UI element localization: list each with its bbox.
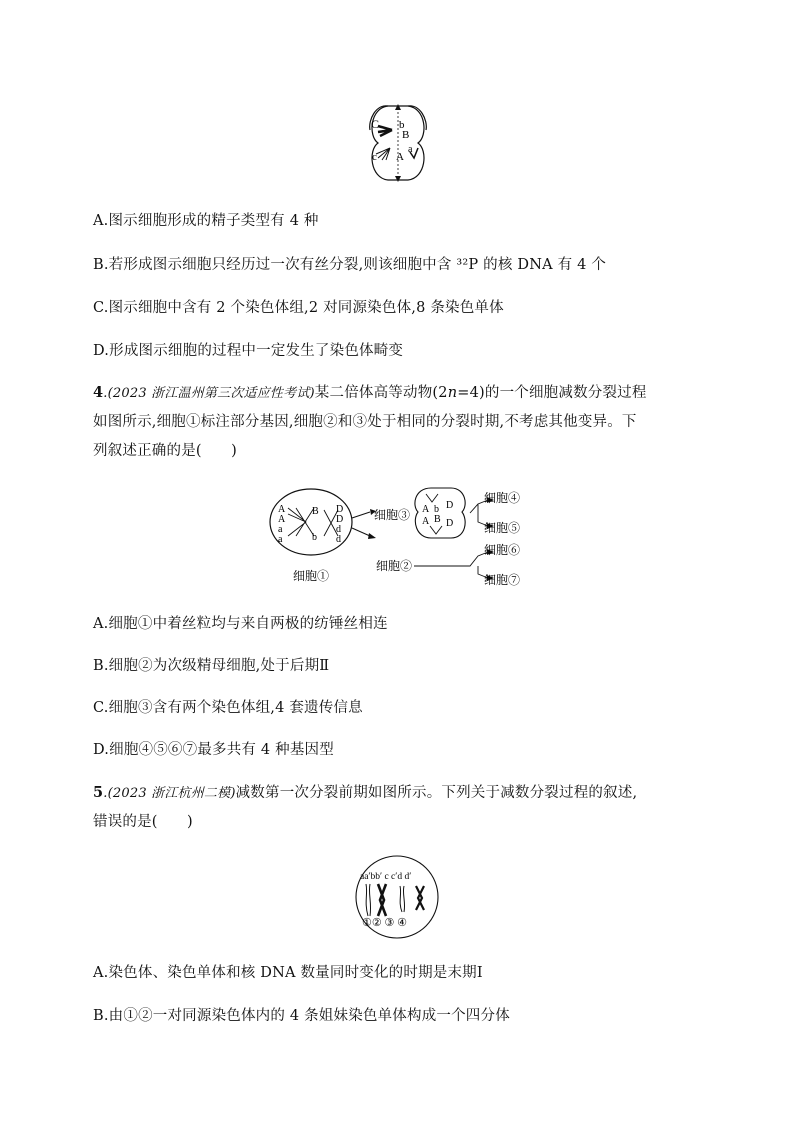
cell3-gene-4: A: [422, 516, 430, 527]
q5-stem-text: 减数第一次分裂前期如图所示。下列关于减数分裂过程的叙述,: [235, 785, 638, 801]
cell1-gene-B: B: [312, 506, 319, 517]
q3-label-a: a: [408, 144, 413, 155]
cell3-label: 细胞③: [374, 508, 411, 522]
cell1-gene-8: d: [336, 534, 341, 545]
q4-option-d: D.细胞④⑤⑥⑦最多共有 4 种基因型: [93, 742, 334, 758]
cell1-gene-6: D: [336, 514, 344, 525]
q3-label-A: A: [396, 151, 404, 163]
q3-label-B: B: [402, 129, 410, 141]
q3-label-c: c: [372, 151, 377, 163]
q4-option-a: A.细胞①中着丝粒均与来自两极的纺锤丝相连: [93, 616, 388, 632]
q5-bottom-label: ①② ③ ④: [362, 917, 407, 929]
q4-stem-n: n: [447, 385, 458, 401]
cell4-label: 细胞④: [484, 491, 521, 505]
q3-option-a: A.图示细胞形成的精子类型有 4 种: [93, 213, 319, 229]
cell5-label: 细胞⑤: [484, 521, 521, 535]
q4-source: .(2023 浙江温州第三次适应性考试): [103, 386, 315, 401]
q3-option-c: C.图示细胞中含有 2 个染色体组,2 对同源染色体,8 条染色单体: [93, 300, 504, 316]
q5-stem-line1: [93, 781, 637, 802]
q5-stem-line2: 错误的是( ): [93, 814, 193, 830]
q4-stem-post: =4)的一个细胞减数分裂过程: [457, 385, 647, 401]
q5-top-label: aa′bb′ c c′d d′: [360, 872, 412, 882]
q4-stem-pre: 某二倍体高等动物(2: [314, 385, 448, 401]
cell1-gene-4: a: [278, 534, 283, 545]
cell1-gene-2: A: [278, 514, 286, 525]
cell3-gene-3: D: [446, 500, 454, 511]
q4-option-c: C.细胞③含有两个染色体组,4 套遗传信息: [93, 700, 363, 716]
q4-number: 4: [93, 384, 104, 401]
cell3-gene-1: A: [422, 504, 430, 515]
q4-stem-line3: 列叙述正确的是( ): [93, 443, 238, 459]
cell1-gene-3: a: [278, 524, 283, 535]
q3-label-C: C: [371, 117, 380, 131]
cell1-gene-7: d: [336, 524, 341, 535]
q4-stem-line2: 如图所示,细胞①标注部分基因,细胞②和③处于相同的分裂时期,不考虑其他变异。下: [93, 414, 637, 430]
q3-option-d: D.形成图示细胞的过程中一定发生了染色体畸变: [93, 343, 404, 359]
cell2-label: 细胞②: [376, 559, 413, 573]
cell1-gene-1: A: [278, 504, 286, 515]
q4-stem-line1: [93, 381, 647, 402]
cell3-gene-2: b: [434, 504, 439, 515]
cell3-gene-6: D: [446, 518, 454, 529]
q3-option-b: B.若形成图示细胞只经历过一次有丝分裂,则该细胞中含 ³²P 的核 DNA 有 4 个: [93, 257, 607, 273]
q4-option-b: B.细胞②为次级精母细胞,处于后期Ⅱ: [93, 658, 330, 674]
cell7-label: 细胞⑦: [484, 573, 521, 587]
cell1-gene-b: b: [312, 532, 317, 543]
q5-number: 5: [93, 784, 104, 801]
cell1-gene-5: D: [336, 504, 344, 515]
cell1-label: 细胞①: [293, 569, 330, 583]
cell6-label: 细胞⑥: [484, 543, 521, 557]
q3-label-b: b: [399, 119, 405, 131]
q3-cell-figure: [366, 100, 430, 186]
cell3-gene-5: B: [434, 514, 441, 525]
q5-source: .(2023 浙江杭州二模): [103, 786, 236, 801]
q4-meiosis-figure: [266, 478, 536, 590]
q5-option-b: B.由①②一对同源染色体内的 4 条姐妹染色单体构成一个四分体: [93, 1008, 510, 1024]
q5-tetrad-figure: [354, 854, 440, 940]
q5-option-a: A.染色体、染色单体和核 DNA 数量同时变化的时期是末期Ⅰ: [93, 965, 483, 981]
